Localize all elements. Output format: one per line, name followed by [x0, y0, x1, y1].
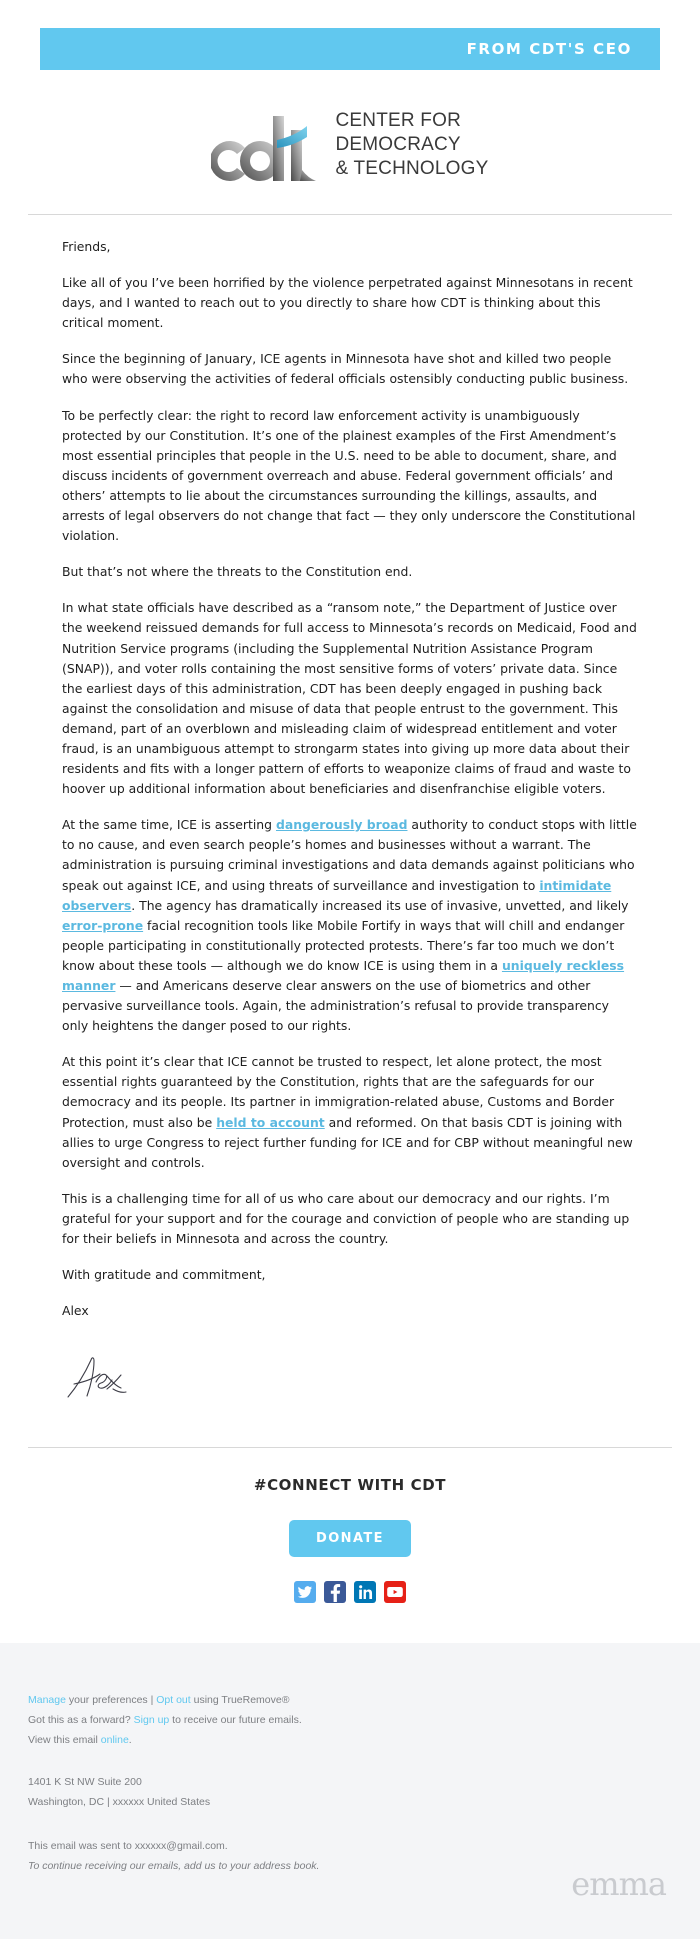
- view-post-text: .: [128, 1734, 132, 1747]
- cdt-logomark-icon: [211, 100, 323, 192]
- cdt-logo[interactable]: [0, 70, 700, 214]
- p6-text-2: authority to conduct stops with little to no cause, and even search people’s homes and businesses without a warrant. The administration is pursuing criminal investigations and data demands against politicians who speak out against ICE, and using threats of surveillance and investigation to: [62, 817, 637, 893]
- p6-text-4: facial recognition tools like Mobile Fortify in ways that will chill and endanger people participating in constitutionally protected protests. There’s far too much we don’t know about these tools — although we do know ICE is using them in a: [62, 917, 625, 973]
- banner-title: FROM CDT'S CEO: [466, 40, 632, 58]
- p7-text-2: and reformed. On that basis CDT is joining with allies to urge Congress to reject further funding for ICE and for CBP without meaningful new oversight and controls.: [62, 1114, 633, 1170]
- header-banner: [40, 28, 660, 70]
- paragraph-4: But that’s not where the threats to the Constitution end.: [62, 564, 413, 580]
- p6-text-3: . The agency has dramatically increased its use of invasive, unvetted, and likely: [131, 897, 629, 913]
- postal-address: [28, 1773, 672, 1813]
- linkedin-icon[interactable]: [354, 1581, 376, 1603]
- youtube-icon[interactable]: [384, 1581, 406, 1603]
- opt-out-link[interactable]: Opt out: [156, 1694, 191, 1707]
- legal-links-group: [28, 1691, 672, 1751]
- logo-line-2: DEMOCRACY: [335, 133, 461, 155]
- logo-inner: [211, 100, 488, 192]
- address-line-2: Washington, DC | xxxxxx United States: [28, 1796, 211, 1809]
- link-dangerously-broad[interactable]: dangerously broad: [275, 817, 408, 833]
- paragraph-6: [62, 815, 638, 1036]
- opt-out-rest-text: using TrueRemove®: [190, 1694, 290, 1707]
- salutation: Friends,: [62, 239, 111, 254]
- address-line-1: 1401 K St NW Suite 200: [28, 1776, 142, 1789]
- p7-text-1: At this point it’s clear that ICE cannot be trusted to respect, let alone protect, the most essential rights guaranteed by the Constitution, rights that are the safeguards for our democracy and its people. Its partner in immigration-related abuse, Customs and Border Protection, must also be: [62, 1054, 615, 1130]
- continue-receiving-note: To continue receiving our emails, add us to your address book.: [28, 1859, 320, 1872]
- handwritten-signature-image: [62, 1351, 132, 1403]
- donate-button[interactable]: DONATE: [289, 1520, 411, 1557]
- view-online-link[interactable]: online: [100, 1734, 129, 1747]
- facebook-icon[interactable]: [324, 1581, 346, 1603]
- link-error-prone[interactable]: error-prone: [62, 917, 144, 933]
- logo-wordmark-text: [335, 109, 488, 184]
- forward-post-text: to receive our future emails.: [169, 1714, 302, 1727]
- connect-section: [0, 1448, 700, 1494]
- signer-name: Alex: [62, 1303, 89, 1319]
- link-intimidate-observers[interactable]: intimidate observers: [62, 877, 612, 913]
- p6-text-5: — and Americans deserve clear answers on the use of biometrics and other pervasive surveillance tools. Again, the administration’s refusal to provide transparency only heightens the danger posed to our rights.: [62, 978, 610, 1034]
- manage-link[interactable]: Manage: [28, 1694, 66, 1707]
- logo-line-3: & TECHNOLOGY: [335, 158, 489, 180]
- paragraph-5: In what state officials have described as a “ransom note,” the Department of Justice over the weekend reissued demands for full access to Minnesota’s records on Medicaid, Food and Nutrition Service programs (including the Supplemental Nutrition Assistance Program (SNAP)), and voter rolls containing the most sensitive forms of voters’ private data. Since the earliest days of this administration, CDT has been deeply engaged in pushing back against the consolidation and misuse of data that people entrust to the government. This demand, part of an overblown and misleading claim of widespread entitlement and voter fraud, is an unambiguous attempt to strongarm states into giving up more data about their residents and fits with a longer pattern of efforts to weaponize claims of fraud and waste to hoover up additional information about beneficiaries and disenfranchise eligible voters.: [62, 600, 637, 797]
- twitter-icon[interactable]: [294, 1581, 316, 1603]
- view-pre-text: View this email: [28, 1734, 101, 1747]
- donate-wrapper: [0, 1494, 700, 1575]
- letter-body: [0, 215, 700, 1413]
- emma-logo: emma: [571, 1864, 666, 1903]
- sign-up-link[interactable]: Sign up: [133, 1714, 170, 1727]
- forward-pre-text: Got this as a forward?: [28, 1714, 134, 1727]
- legal-footer: [0, 1643, 700, 1939]
- manage-preferences-line: [28, 1691, 672, 1711]
- paragraph-8: This is a challenging time for all of us who care about our democracy and our rights. I’m grateful for your support and for the courage and conviction of people who are standing up for their beliefs in Minnesota and across the country.: [62, 1190, 630, 1247]
- paragraph-1: Like all of you I’ve been horrified by the violence perpetrated against Minnesotans in recent days, and I wanted to reach out to you directly to share how CDT is thinking about this critical moment.: [62, 275, 633, 331]
- link-uniquely-reckless-manner[interactable]: uniquely reckless manner: [62, 957, 625, 993]
- paragraph-7: [62, 1052, 638, 1173]
- view-online-line: [28, 1731, 672, 1751]
- sent-to-line: This email was sent to xxxxxx@gmail.com.: [28, 1840, 228, 1852]
- connect-heading: #CONNECT WITH CDT: [253, 1476, 447, 1495]
- social-links: [0, 1575, 700, 1643]
- forward-signup-line: [28, 1711, 672, 1731]
- closing-line: With gratitude and commitment,: [62, 1267, 266, 1283]
- p6-text-1: At the same time, ICE is asserting: [62, 817, 276, 833]
- manage-rest-text: your preferences |: [65, 1694, 157, 1707]
- paragraph-3: To be perfectly clear: the right to record law enforcement activity is unambiguously protected by our Constitution. It’s one of the plainest examples of the First Amendment’s most essential principles that people in the U.S. need to be able to document, share, and discuss incidents of government overreach and abuse. Federal government officials’ and others’ attempts to lie about the circumstances surrounding the killings, assaults, and arrests of legal observers do not change that fact — they only underscore the Constitutional violation.: [62, 407, 636, 544]
- logo-line-1: CENTER FOR: [335, 109, 461, 131]
- top-spacer: [0, 0, 700, 28]
- paragraph-2: Since the beginning of January, ICE agents in Minnesota have shot and killed two people who were observing the activities of federal officials ostensibly conducting public business.: [62, 351, 629, 387]
- link-held-to-account[interactable]: held to account: [216, 1114, 325, 1130]
